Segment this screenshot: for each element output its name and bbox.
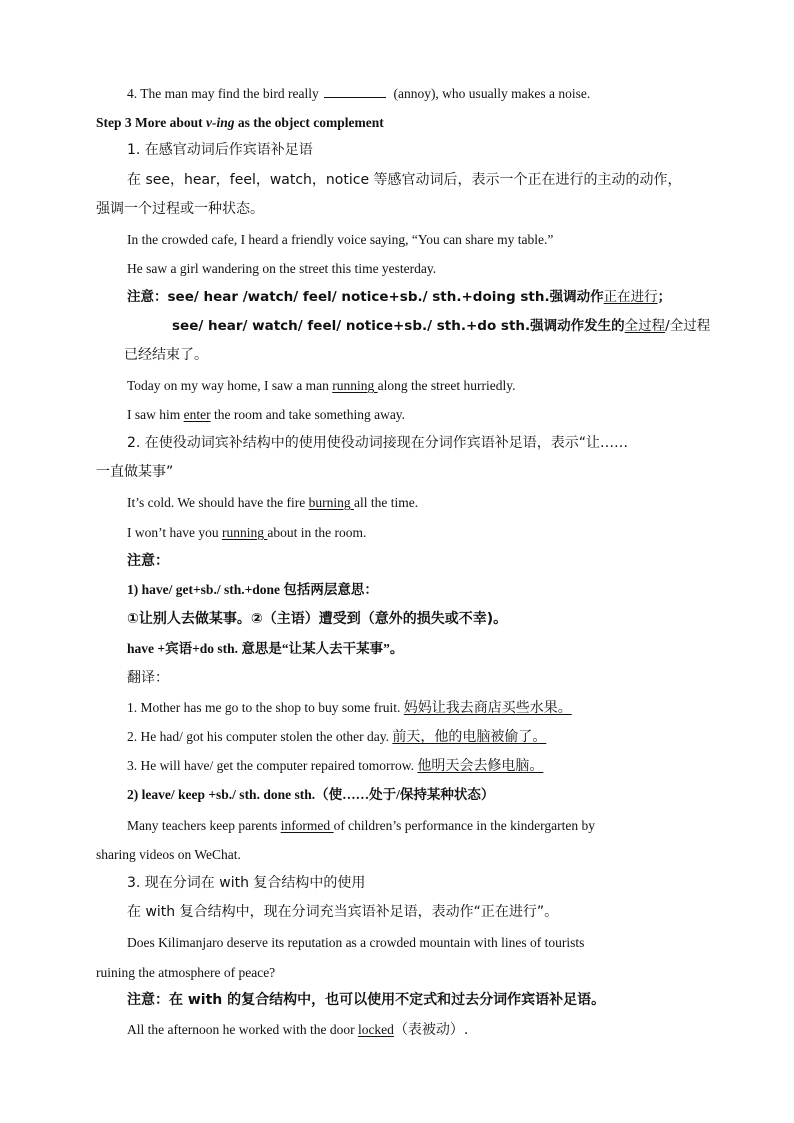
example-5: It’s cold. We should have the fire burning all the time.: [127, 495, 419, 510]
step3-heading: Step 3 More about v-ing as the object complement: [96, 115, 384, 130]
rule-3: 2) leave/ keep +sb./ sth. done sth.（使……处于/保持某种状态）: [127, 787, 495, 802]
rule-2: have +宾语+do sth. 意思是“让某人去干某事”。: [127, 641, 404, 656]
note-2: see/ hear/ watch/ feel/ notice+sb./ sth.+do sth.强调动作发生的全过程/全过程: [172, 318, 711, 334]
translation-answer: 前天，他的电脑被偷了。: [392, 729, 547, 745]
translation-2: 2. He had/ got his computer stolen the other day. 前天，他的电脑被偷了。: [127, 729, 547, 745]
rule-1-detail: ①让别人去做某事。②（主语）遭受到（意外的损失或不幸)。: [127, 611, 508, 627]
section1-desc-line1: 在 see，hear，feel，watch，notice 等感官动词后，表示一个正在进行的主动的动作，: [127, 172, 682, 188]
translate-label: 翻译：: [127, 670, 169, 686]
example-3: Today on my way home, I saw a man running along the street hurriedly.: [127, 378, 516, 393]
question-4: 4. The man may find the bird really (annoy), who usually makes a noise.: [127, 86, 591, 101]
example-8-line2: ruining the atmosphere of peace?: [96, 965, 276, 980]
note-4: 注意：在 with 的复合结构中，也可以使用不定式和过去分词作宾语补足语。: [127, 992, 606, 1008]
rule-1: 1) have/ get+sb./ sth.+done 包括两层意思：: [127, 582, 378, 597]
section1-desc-line2: 强调一个过程或一种状态。: [96, 201, 264, 217]
answer-blank[interactable]: [324, 85, 386, 98]
note-2-continuation: 已经结束了。: [124, 347, 208, 363]
example-7-line2: sharing videos on WeChat.: [96, 847, 241, 862]
section2-title-line1: 2. 在使役动词宾补结构中的使用使役动词接现在分词作宾语补足语，表示“让……: [127, 435, 629, 451]
example-6: I won’t have you running about in the room.: [127, 525, 367, 540]
example-9: All the afternoon he worked with the door locked（表被动）.: [127, 1022, 469, 1038]
example-8-line1: Does Kilimanjaro deserve its reputation as a crowded mountain with lines of tourists: [127, 935, 585, 950]
section2-title-line2: 一直做某事”: [96, 464, 174, 480]
example-1: In the crowded cafe, I heard a friendly voice saying, “You can share my table.”: [127, 232, 554, 247]
note-1: 注意：see/ hear /watch/ feel/ notice+sb./ sth.+doing sth.强调动作正在进行；: [127, 289, 672, 305]
section3-title: 3. 现在分词在 with 复合结构中的使用: [127, 875, 366, 891]
section3-desc: 在 with 复合结构中，现在分词充当宾语补足语，表动作“正在进行”。: [127, 904, 559, 920]
note-label: 注意：: [127, 553, 169, 569]
translation-3: 3. He will have/ get the computer repaired tomorrow. 他明天会去修电脑。: [127, 758, 544, 774]
section1-title: 1. 在感官动词后作宾语补足语: [127, 142, 313, 158]
translation-answer: 妈妈让我去商店买些水果。: [403, 700, 572, 716]
example-7-line1: Many teachers keep parents informed of children’s performance in the kindergarten by: [127, 818, 595, 833]
translation-1: 1. Mother has me go to the shop to buy some fruit. 妈妈让我去商店买些水果。: [127, 700, 572, 716]
example-2: He saw a girl wandering on the street this time yesterday.: [127, 261, 437, 276]
translation-answer: 他明天会去修电脑。: [417, 758, 544, 774]
example-4: I saw him enter the room and take something away.: [127, 407, 406, 422]
